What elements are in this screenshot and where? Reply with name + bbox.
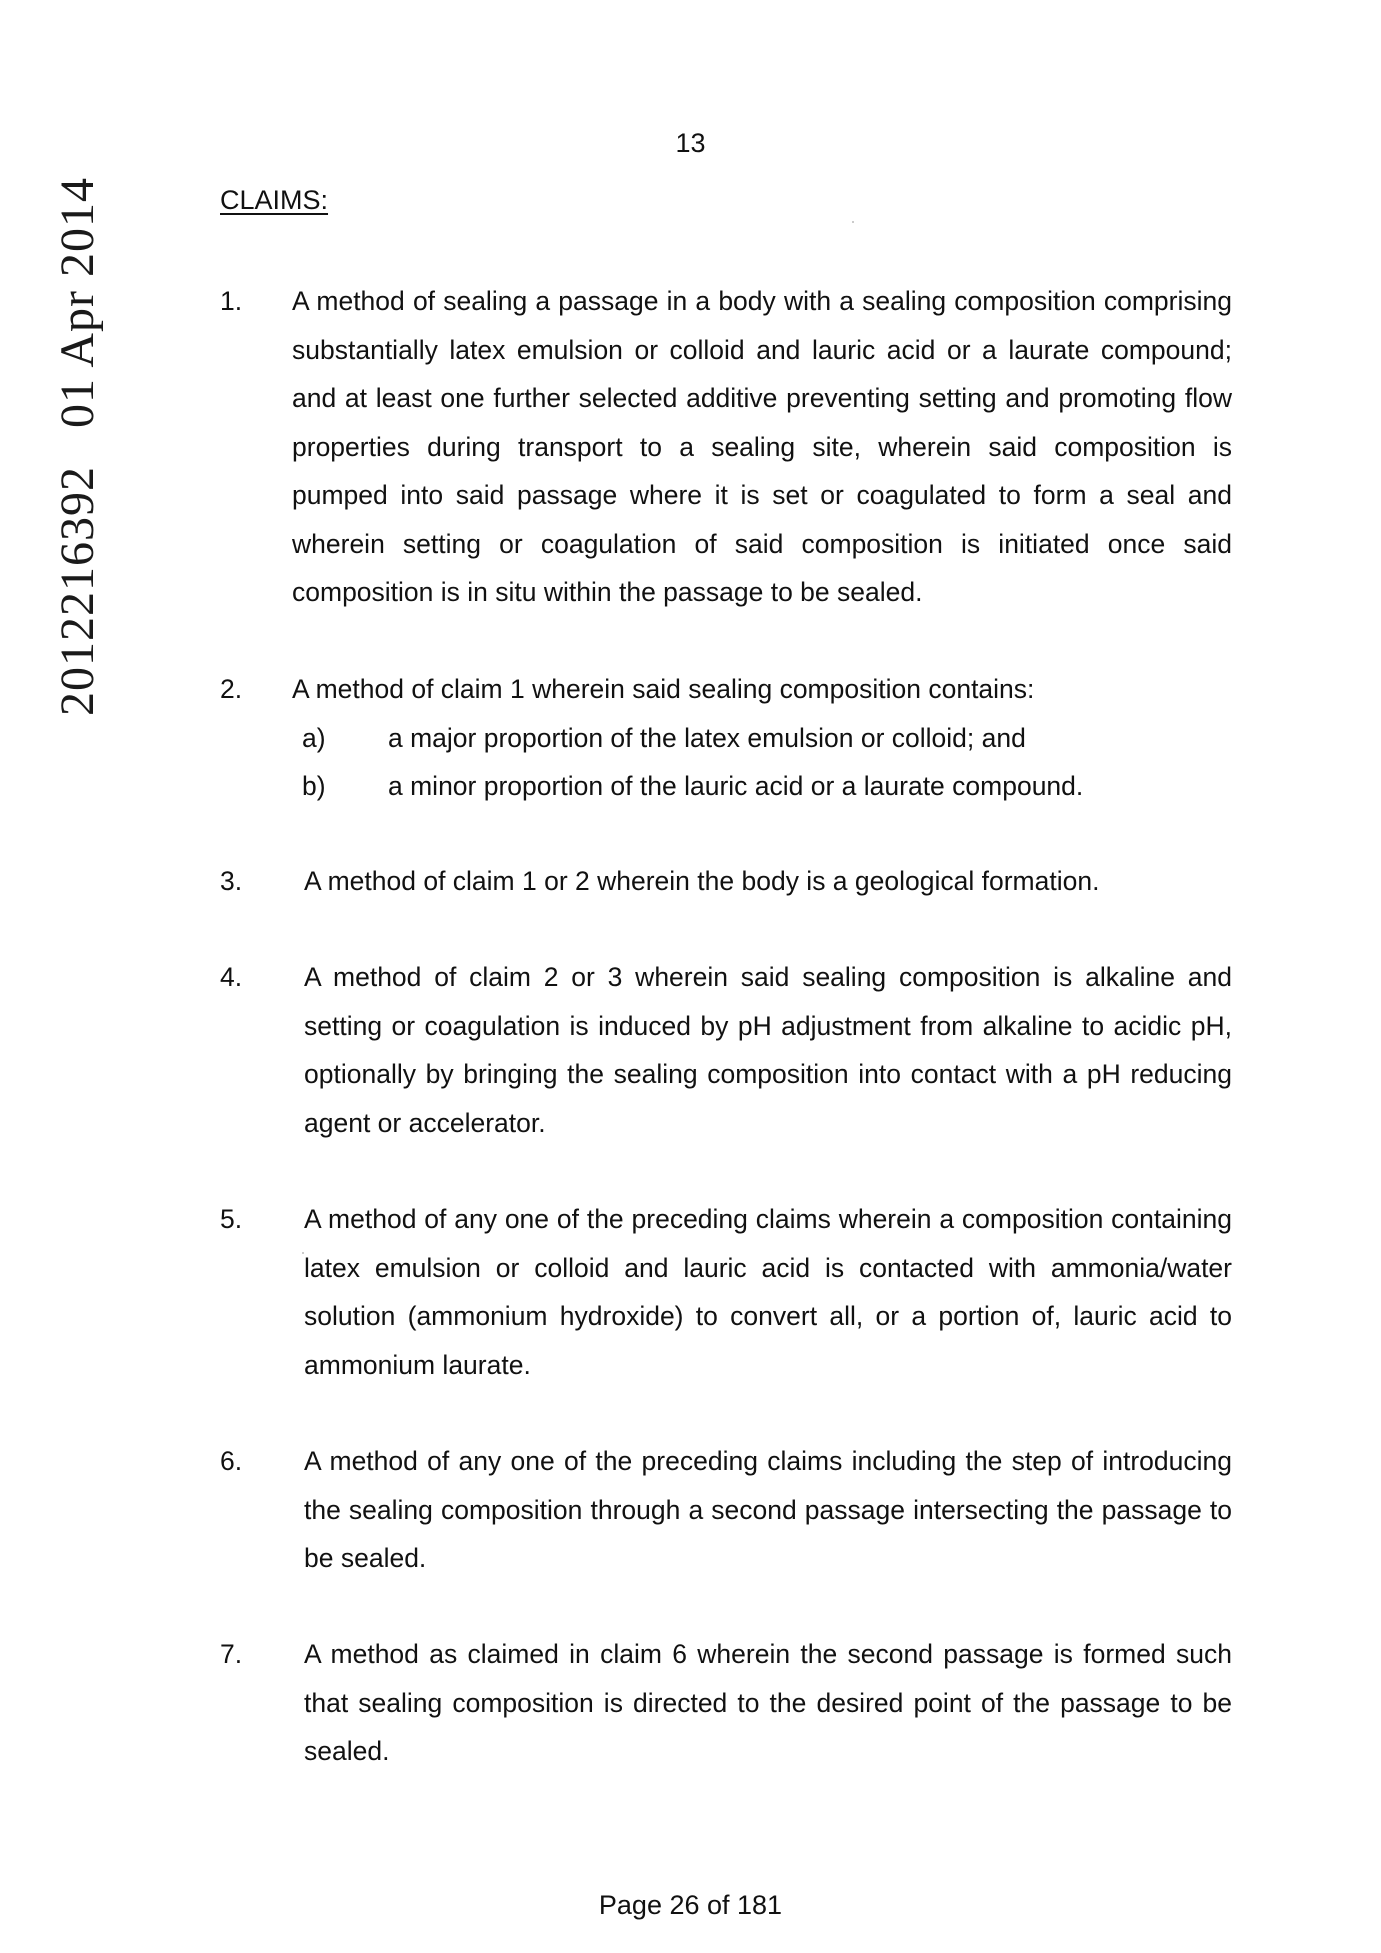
- claim-5: [220, 1195, 1232, 1389]
- sub-item-letter: a): [302, 722, 326, 753]
- sub-item-text: a minor proportion of the lauric acid or a laurate compound.: [388, 771, 1084, 801]
- claim-text: A method of any one of the preceding claims including the step of introducing the sealing composition through a second passage intersecting the passage to be sealed.: [304, 1446, 1232, 1573]
- scan-speck: [302, 1252, 304, 1254]
- claim-number: 7.: [220, 1639, 243, 1669]
- claim-number: 2.: [220, 674, 243, 704]
- claim-1: [220, 277, 1232, 617]
- sub-item: [220, 714, 1232, 763]
- claim-text: A method of claim 1 or 2 wherein the body is a geological formation.: [304, 866, 1100, 896]
- sub-item-letter: b): [302, 771, 326, 801]
- claim-4: [220, 953, 1232, 1147]
- claims-heading: CLAIMS:: [220, 185, 329, 215]
- claim-7: [220, 1630, 1232, 1776]
- page-number: 13: [675, 128, 706, 158]
- side-stamp-text: [50, 177, 105, 716]
- claim-6: [220, 1437, 1232, 1583]
- application-number: 2012216392: [51, 466, 104, 716]
- claim-number: 5.: [220, 1204, 243, 1234]
- page-footer: Page 26 of 181: [598, 1890, 783, 1920]
- claim-2: [220, 665, 1232, 811]
- claim-text: A method of any one of the preceding claims wherein a composition containing latex emulsion or colloid and lauric acid is contacted with ammonia/water solution (ammonium hydroxide) to convert all, or a portion of, lauric acid to ammonium laurate.: [304, 1204, 1232, 1380]
- sub-item-text: a major proportion of the latex emulsion or colloid; and: [388, 722, 1026, 753]
- claim-number: 4.: [220, 962, 243, 992]
- claim-text: A method of claim 1 wherein said sealing composition contains:: [292, 674, 1035, 704]
- side-stamp: [51, 176, 104, 716]
- claim-text: A method as claimed in claim 6 wherein the second passage is formed such that sealing composition is directed to the desired point of the passage to be sealed.: [304, 1639, 1232, 1766]
- claim-text: A method of sealing a passage in a body with a sealing composition comprising substantially latex emulsion or colloid and lauric acid or a laurate compound; and at least one further selected additive preventing setting and promoting flow properties during transport to a sealing site, wherein said composition is pumped into said passage where it is set or coagulated to form a seal and wherein setting or coagulation of said composition is initiated once said composition is in situ within the passage to be sealed.: [292, 286, 1232, 607]
- stamp-date: 01 Apr 2014: [51, 177, 104, 428]
- claim-number: 3.: [220, 866, 243, 896]
- claim-text: A method of claim 2 or 3 wherein said sealing composition is alkaline and setting or coagulation is induced by pH adjustment from alkaline to acidic pH, optionally by bringing the sealing composition into contact with a pH reducing agent or accelerator.: [304, 962, 1232, 1138]
- claim-number: 6.: [220, 1446, 243, 1476]
- sub-item: [220, 762, 1232, 811]
- claim-number: 1.: [220, 286, 243, 316]
- claim-3: [220, 857, 1232, 906]
- scan-speck: [852, 221, 854, 223]
